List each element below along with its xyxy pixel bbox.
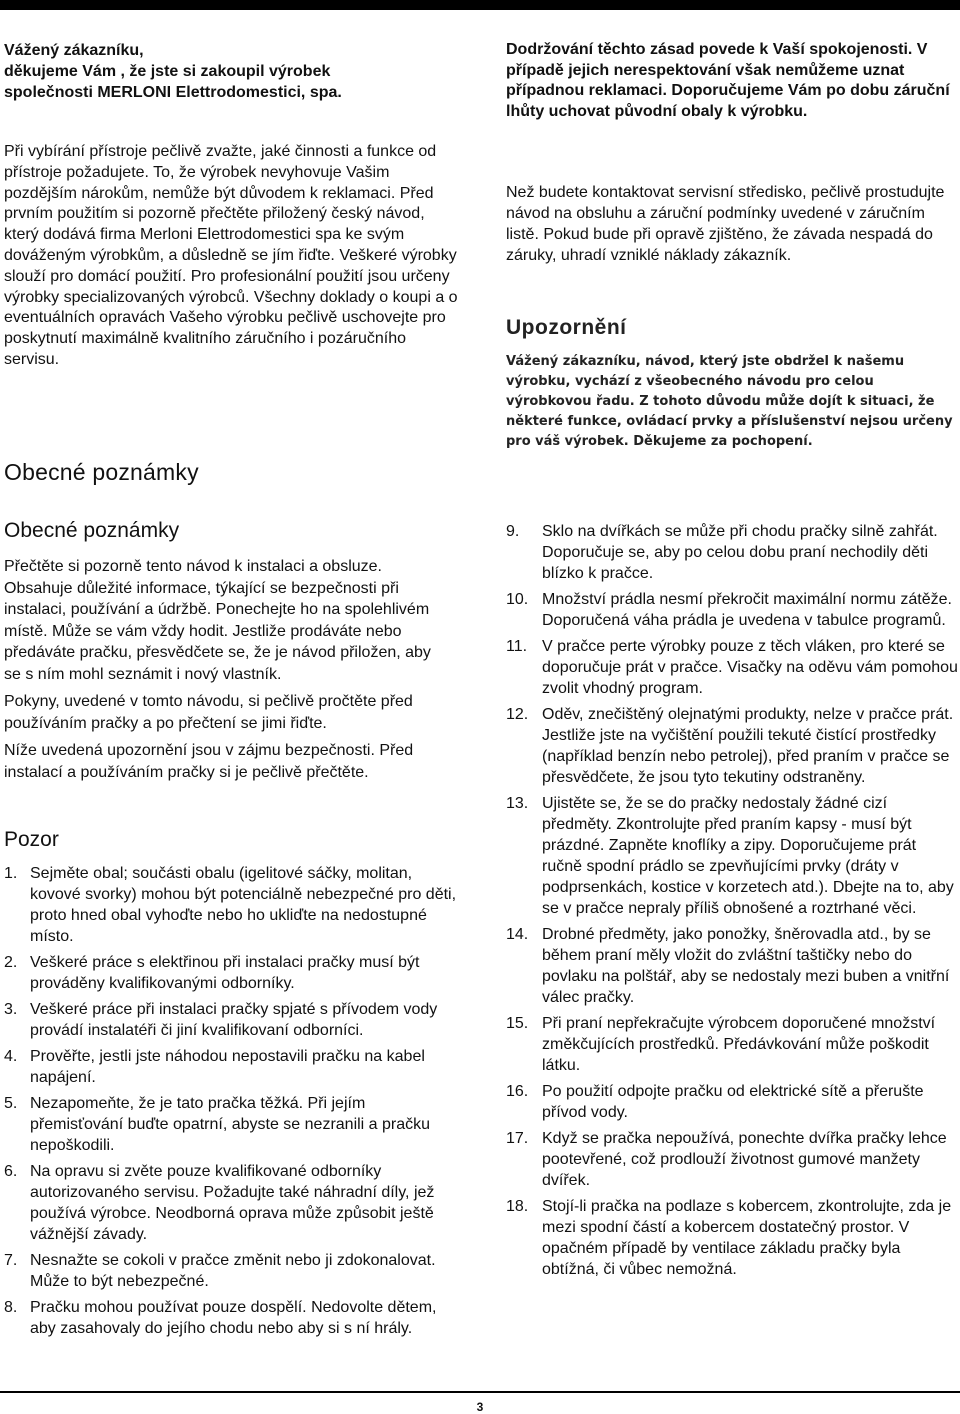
greeting-block [4, 40, 464, 103]
list-item-number: 4. [4, 1048, 18, 1065]
list-item [506, 1081, 960, 1123]
list-item-number: 9. [506, 523, 520, 540]
list-item [506, 793, 960, 919]
list-item-text: Sejměte obal; součásti obalu (igelitové sáčky, molitan, kovové svorky) mohou být potenciálně nebezpečné pro děti, proto hned obal vyhoďte nebo ho ukliďte na nedostupné místo. [30, 865, 457, 945]
list-item [4, 1161, 462, 1245]
list-item-number: 17. [506, 1130, 529, 1147]
intro-text: Při vybírání přístroje pečlivě zvažte, jaké činnosti a funkce od přístroje požadujete. To, že výrobek nevyhovuje Vašim pozdějším nárokům, nemůže být důvodem k reklamaci. Před prvním použitím si pozorně přečtěte přiložený český návod, který dodává firma Merloni Elettrodomestici spa ke svým dováženým výrobkům, a důsledně se jím řiďte. Veškeré výrobky slouží pro domácí použití. Pro profesionální použití jsou určeny výrobky specializovaných výrobců. Všechny doklady o koupi a o eventuálních opravách Vašeho výrobku pečlivě uschovejte pro poskytnutí maximálně kvalitního záručního i pozáručního servisu. [4, 143, 458, 368]
list-item-text: Nezapomeňte, že je tato pračka těžká. Při jejím přemisťování buďte opatrní, abyste se nezranili a pračku nepoškodili. [30, 1095, 431, 1154]
list-item-text: Když se pračka nepoužívá, ponechte dvířka pračky lehce pootevřené, což prodlouží životnost gumové manžety dvířek. [542, 1130, 947, 1189]
service-block [506, 182, 958, 266]
list-item-text: V pračce perte výrobky pouze z těch vláken, pro které se doporučuje prát v pračce. Visačky na oděvu vám pomohou zvolit vhodný program. [542, 638, 958, 697]
list-item [4, 1093, 462, 1156]
greeting-line-1: Vážený zákazníku, [4, 42, 144, 59]
general-title: Obecné poznámky [4, 519, 180, 542]
list-item-number: 5. [4, 1095, 18, 1112]
list-item-number: 13. [506, 795, 529, 812]
list-item [506, 704, 960, 788]
general-p1: Přečtěte si pozorně tento návod k instalaci a obsluze. Obsahuje důležité informace, týkající se bezpečnosti při instalaci, používání a údržbě. Ponechejte ho na spolehlivém místě. Může se vám vždy hodit. Jestliže prodáváte nebo předáváte pračku, přesvědčete se, že je návod přiložen, aby se s ním mohl seznámit i nový vlastník. [4, 558, 431, 683]
list-item [506, 636, 960, 699]
general-block [4, 556, 452, 783]
compliance-block [506, 40, 958, 122]
list-item-number: 18. [506, 1198, 529, 1215]
bottom-rule [0, 1391, 960, 1393]
section-title: Obecné poznámky [4, 459, 199, 485]
list-item [506, 521, 960, 584]
list-item-number: 10. [506, 591, 529, 608]
greeting-line-3: společnosti MERLONI Elettrodomestici, spa. [4, 84, 342, 101]
warning-block [506, 352, 958, 452]
list-item [4, 1250, 462, 1292]
general-p3: Níže uvedená upozornění jsou v zájmu bezpečnosti. Před instalací a používáním pračky si je pečlivě přečtěte. [4, 742, 414, 781]
service-text: Než budete kontaktovat servisní středisko, pečlivě prostudujte návod na obsluhu a záruční podmínky uvedené v záručním listě. Pokud bude při opravě zjištěno, že závada nespadá do záruky, uhradí vzniklé náklady zákazník. [506, 184, 945, 264]
list-item-number: 6. [4, 1163, 18, 1180]
general-p2: Pokyny, uvedené v tomto návodu, si pečlivě pročtěte před používáním pračky a po přečtení se jimi řiďte. [4, 693, 413, 732]
list-item-number: 16. [506, 1083, 529, 1100]
list-item [506, 1128, 960, 1191]
intro-block [4, 142, 462, 371]
right-list-block [506, 521, 960, 1285]
list-item-text: Oděv, znečištěný olejnatými produkty, nelze v pračce prát. Jestliže jste na vyčištění použili tekuté čistící prostředky (například benzín nebo petrolej), před praním v pračce se přesvědčete, že jsou tyto tekutiny odstraněny. [542, 706, 954, 786]
list-item-number: 12. [506, 706, 529, 723]
list-item-text: Na opravu si zvěte pouze kvalifikované odborníky autorizovaného servisu. Požadujte také náhradní díly, jež používá výrobce. Neodborná oprava může způsobit ještě vážnější závady. [30, 1163, 435, 1243]
list-item-number: 14. [506, 926, 529, 943]
list-item-text: Po použití odpojte pračku od elektrické sítě a přerušte přívod vody. [542, 1083, 924, 1121]
list-item-text: Drobné předměty, jako ponožky, šněrovadla atd., by se během praní měly vložit do zvláštní taštičky nebo do povlaku na polštář, aby se nedostaly mezi buben a vnitřní válec pračky. [542, 926, 950, 1006]
list-item-text: Sklo na dvířkách se může při chodu pračky silně zahřát. Doporučuje se, aby po celou dobu praní nechodily děti blízko k pračce. [542, 523, 938, 582]
list-item [506, 1013, 960, 1076]
list-item-text: Veškeré práce s elektřinou při instalaci pračky musí být prováděny kvalifikovanými odborníky. [30, 954, 420, 992]
list-item [4, 863, 462, 947]
list-item-number: 7. [4, 1252, 18, 1269]
pozor-list-block [4, 863, 462, 1344]
page-number: 3 [476, 1400, 484, 1414]
list-item-number: 15. [506, 1015, 529, 1032]
compliance-text: Dodržování těchto zásad povede k Vaší spokojenosti. V případě jejich nerespektování však nemůžeme uznat případnou reklamaci. Doporučujeme Vám po dobu záruční lhůty uchovat původní obaly k výrobku. [506, 41, 950, 120]
warning-text: Vážený zákazníku, návod, který jste obdržel k našemu výrobku, vychází z všeobecného návodu pro celou výrobkovou řadu. Z tohoto důvodu může dojít k situaci, že některé funkce, ovládací prvky a příslušenství nejsou určeny pro váš výrobek. Děkujeme za pochopení. [506, 354, 953, 449]
warning-title: Upozornění [506, 316, 627, 339]
list-item [506, 589, 960, 631]
list-item-text: Množství prádla nesmí překročit maximální normu zátěže. Doporučená váha prádla je uvedena v tabulce programů. [542, 591, 952, 629]
list-item [4, 1046, 462, 1088]
list-item-number: 8. [4, 1299, 18, 1316]
list-item-text: Prověřte, jestli jste náhodou nepostavili pračku na kabel napájení. [30, 1048, 425, 1086]
list-item-text: Při praní nepřekračujte výrobcem doporučené množství změkčujících prostředků. Předávkování může poškodit látku. [542, 1015, 936, 1074]
greeting-line-2: děkujeme Vám , že jste si zakoupil výrobek [4, 63, 331, 80]
right-list [506, 521, 960, 1280]
top-rule [0, 0, 960, 10]
list-item [506, 1196, 960, 1280]
pozor-title: Pozor [4, 828, 59, 851]
list-item [4, 999, 462, 1041]
list-item-text: Pračku mohou používat pouze dospělí. Nedovolte dětem, aby zasahovaly do jejího chodu nebo aby si s ní hrály. [30, 1299, 437, 1337]
list-item [506, 924, 960, 1008]
list-item-text: Ujistěte se, že se do pračky nedostaly žádné cizí předměty. Zkontrolujte před praním kapsy - musí být prázdné. Zapněte knoflíky a zipy. Doporučujeme prát ručně spodní prádlo se zpevňujícími prvky (dráty v podprsenkách, kostice v korzetech atd.). Dbejte na to, aby se v pračce nepraly příliš obnošené a roztrhané věci. [542, 795, 954, 917]
list-item-text: Nesnažte se cokoli v pračce změnit nebo ji zdokonalovat. Může to být nebezpečné. [30, 1252, 436, 1290]
list-item [4, 1297, 462, 1339]
list-item-text: Veškeré práce při instalaci pračky spjaté s přívodem vody provádí instalatéři či jiní kvalifikovaní odborníci. [30, 1001, 438, 1039]
list-item-number: 11. [506, 638, 528, 655]
list-item-number: 2. [4, 954, 18, 971]
list-item-text: Stojí-li pračka na podlaze s kobercem, zkontrolujte, zda je mezi spodní částí a kobercem dostatečný prostor. V opačném případě by ventilace základu pračky byla obtížná, či vůbec nemožná. [542, 1198, 952, 1278]
list-item-number: 3. [4, 1001, 18, 1018]
pozor-list [4, 863, 462, 1339]
list-item [4, 952, 462, 994]
list-item-number: 1. [4, 865, 18, 882]
